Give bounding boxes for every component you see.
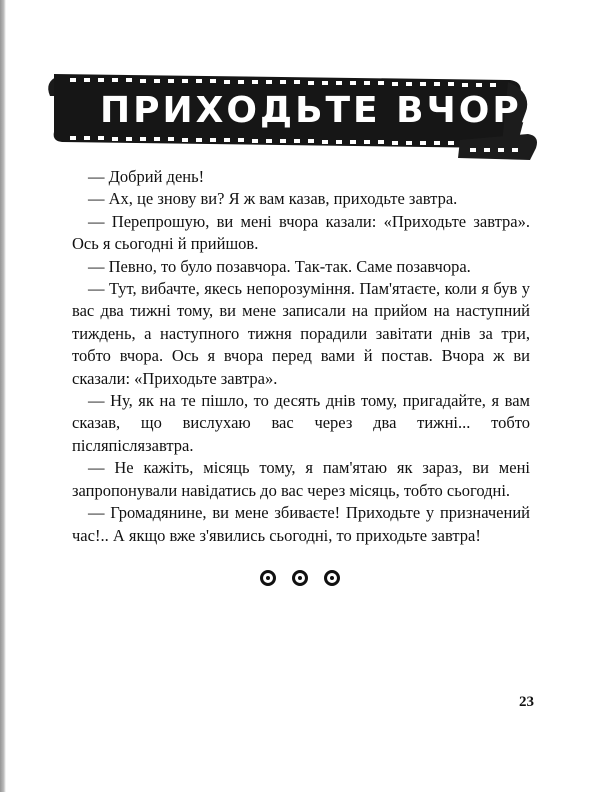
page-spine-shadow	[0, 0, 6, 792]
paragraph: — Добрий день!	[88, 167, 205, 186]
film-strip-banner	[40, 62, 572, 162]
paragraph: — Тут, вибачте, якесь непорозуміння. Пам'ятаєте, коли я був у вас два тижні тому, ви мене записали на прийом на наступний тиждень, а наступного тижня порадили завітати днів за три, тобто вчора. Ось я вчора перед вами й постав. Вчора ж ви сказали: «Приходьте завтра».	[72, 279, 530, 388]
paragraph: — Ну, як на те пішло, то десять днів тому, пригадайте, я вам сказав, що вислухаю вас через два тижні... тобто післяпіслязавтра.	[72, 391, 530, 455]
ring-ornament-icon	[260, 570, 276, 586]
section-divider-ornament	[0, 570, 600, 598]
page-number: 23	[519, 694, 534, 710]
dialogue-text	[72, 166, 530, 547]
paragraph: — Певно, то було позавчора. Так-так. Саме позавчора.	[88, 256, 471, 276]
ring-ornament-icon	[292, 570, 308, 586]
paragraph: — Ах, це знову ви? Я ж вам казав, приходьте завтра.	[88, 189, 458, 209]
banner-title: ПРИХОДЬТЕ ВЧОРА!	[100, 90, 572, 131]
paragraph: — Перепрошую, ви мені вчора казали: «Приходьте завтра». Ось я сьогодні й прийшов.	[72, 211, 530, 254]
paragraph: — Громадянине, ви мене збиваєте! Приходьте у призначений час!.. А якщо вже з'явились сьогодні, то приходьте завтра!	[72, 503, 530, 545]
paragraph: — Не кажіть, місяць тому, я пам'ятаю як зараз, ви мені запропонували навідатись до вас через місяць, тобто сьогодні.	[72, 458, 530, 500]
ring-ornament-icon	[324, 570, 340, 586]
